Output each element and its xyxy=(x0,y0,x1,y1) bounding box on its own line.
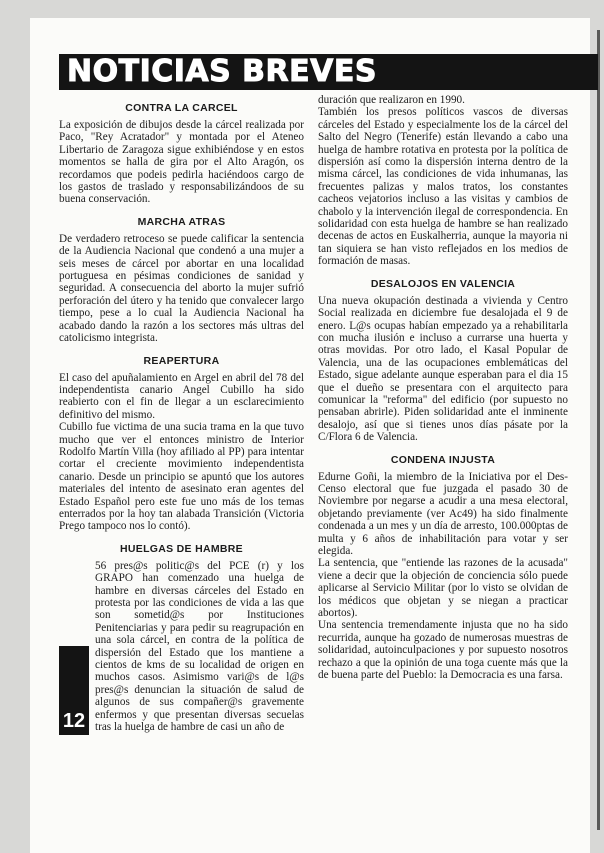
article-paragraph: Una nueva okupación destinada a vivienda y Centro Social realizada en diciembre fue desalojada el 9 de enero. L@s ocupas habían empezado ya a rehabilitarla con mucha ilusión e incluso a currarse una huerta y otras movidas. Por otro lado, el Kasal Popular de Valencia, una de las ocupaciones emblemáticas del Estado, sigue adelante aunque esperaban para el dia 15 que el dueño se presentara con el arquitecto para comunicar la "reforma" del edificio (por supuesto no pensaban abrirle). Piden solidaridad ante el inminente desalojo, así que si tienes unos días pásate por la C/Flora 6 de Valencia. xyxy=(318,294,568,444)
page-number-tab xyxy=(59,646,89,735)
page-edge-shadow xyxy=(597,30,600,830)
article-paragraph xyxy=(59,560,304,734)
article-paragraph: duración que realizaron en 1990. xyxy=(318,94,465,106)
article-paragraph: La sentencia, que "entiende las razones de la acusada" viene a decir que la objeción de conciencia sólo puede aplicarse al Servicio Militar (por lo visto se olvidan de los médicos que objetan y se niegan a practicar abortos). xyxy=(318,557,568,620)
article-paragraph: También los presos políticos vascos de diversas cárceles del Estado y especialmente los de la cárcel del Salto del Negro (Tenerife) están llevando a cabo una huelga de hambre rotativa en protesta por la política de dispersión así como la dispersión interna dentro de la misma cárcel, las condiciones de vida inhumanas, las frecuentes palizas y malos tratos, los constantes cacheos vejatorios incluso a las visitas y cambios de chabolo y la intervención ilegal de correspondencia. En solidaridad con esta huelga de hambre se han realizado decenas de actos en Euskalherria, aunque la mayoria ni tan siquiera se han visto reflejados en los medios de formación de masas. xyxy=(318,106,568,268)
heading-desalojos-en-valencia: DESALOJOS EN VALENCIA xyxy=(370,277,516,290)
heading-condena-injusta: CONDENA INJUSTA xyxy=(390,453,496,466)
article-paragraph: De verdadero retroceso se puede calificar la sentencia de la Audiencia Nacional que condenó a una mujer a seis meses de cárcel por abortar en una localidad portuguesa en pésimas condiciones de sanidad y seguridad. A consecuencia del aborto la mujer sufrió perforación del útero y ha tenido que convalecer largo tiempo, pese a lo cual la Audiencia Nacional ha acabado dando la razón a los sectores más ultras del catolicismo integrista. xyxy=(59,232,304,345)
heading-marcha-atras: MARCHA ATRAS xyxy=(137,215,226,228)
left-column xyxy=(59,98,304,735)
header-banner xyxy=(59,54,598,90)
article-paragraph: Edurne Goñi, la miembro de la Iniciativa por el Des-Censo electoral que fue juzgada el pasado 30 de Noviembre por negarse a acudir a una mesa electoral, objetando previamente (ver Ac49) ha sido finalmente condenada a un mes y un día de arresto, 100.000ptas de multa y 6 años de inhabilitación para votar y ser elegida. xyxy=(318,470,568,557)
heading-reapertura: REAPERTURA xyxy=(143,354,220,367)
article-paragraph: Cubillo fue victima de una sucia trama en la que tuvo mucho que ver el entonces ministro de Interior Rodolfo Martín Villa (hoy afiliado al PP) para intentar cortar el creciente movimiento independentista canario. Desde un principio se apuntó que los autores materiales del intento de asesinato eran agentes del Estado Español pero este fue uno más de los temas enterrados por la hoy tan alabada Transición (Victoria Prego tampoco nos lo contó). xyxy=(59,421,304,533)
article-paragraph: La exposición de dibujos desde la cárcel realizada por Paco, "Rey Acratador" y montada por el Ateneo Libertario de Zaragoza sigue exhibiéndose y en estos momentos se halla de gira por el Alto Aragón, os recordamos que podeis pedirla haciéndoos cargo de los gastos de traslado y responsabilizándoos de su buena conservación. xyxy=(59,119,304,206)
article-paragraph: El caso del apuñalamiento en Argel en abril del 78 del independentista canario Angel Cubillo ha sido reabierto con el fin de llegar a un esclarecimiento definitivo del mismo. xyxy=(59,371,304,421)
section-title: NOTICIAS BREVES xyxy=(67,54,377,89)
article-paragraph: Una sentencia tremendamente injusta que no ha sido recurrida, aunque ha gozado de numerosas muestras de solidaridad, autoinculpaciones y por supuesto nosotros rechazo a que la opinión de una toga cuente más que la de buena parte del Pueblo: la Democracia es una farsa. xyxy=(318,619,568,682)
right-column xyxy=(318,94,568,681)
heading-huelgas-de-hambre: HUELGAS DE HAMBRE xyxy=(120,542,243,555)
heading-contra-la-carcel: CONTRA LA CARCEL xyxy=(125,102,238,114)
page-number: 12 xyxy=(62,709,86,732)
article-text: 56 pres@s politic@s del PCE (r) y los GRAPO han comenzado una huelga de hambre en diversas cárceles del Estado en protesta por las condiciones de vida a las que son sometid@s por Instituciones Penitenciarias y para pedir su reagrupación en una sola cárcel, en contra de la política de dispersión del Estado que los mantiene a cientos de kms de su localidad de origen en muchos casos. Asimismo vari@s de l@s pres@s denuncian la situación de salud de algunos de sus compañer@s gravemente enfermos y que presentan diversas secuelas tras la huelga de hambre de casi un año de xyxy=(95,559,304,734)
